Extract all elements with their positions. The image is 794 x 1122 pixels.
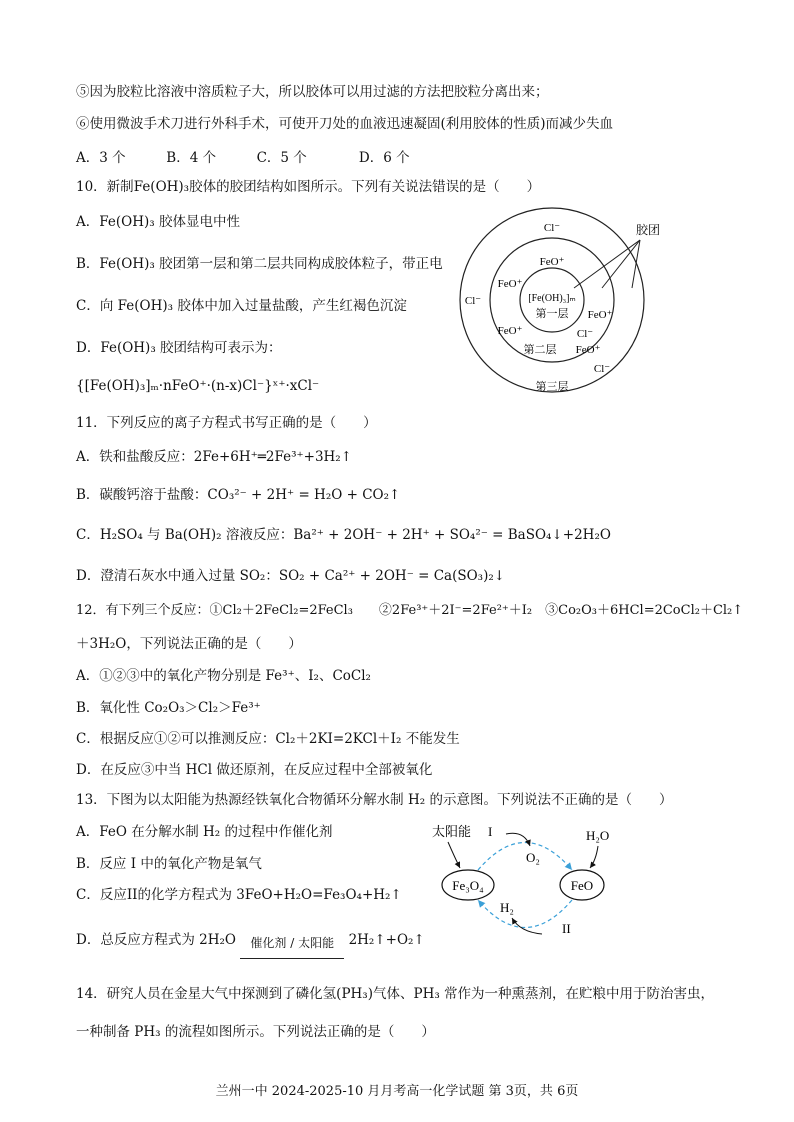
q11-option-d[interactable]: D．澄清石灰水中通入过量 SO₂：SO₂ + Ca²⁺ + 2OH⁻ = Ca(SO₃)₂↓ <box>76 568 506 584</box>
q12-stem-line2: ＋3H₂O，下列说法正确的是（ ） <box>76 636 302 652</box>
iron-oxide-cycle-diagram <box>420 820 630 945</box>
q13-stem: 13．下图为以太阳能为热源经铁氧化合物循环分解水制 H₂ 的示意图。下列说法不正确的是（ ） <box>76 792 673 808</box>
q11-option-a[interactable]: A．铁和盐酸反应：2Fe+6H⁺═2Fe³⁺+3H₂↑ <box>76 449 353 465</box>
core-formula: [Fe(OH)₃]ₘ <box>528 293 576 304</box>
layer3-label: 第三层 <box>535 381 569 393</box>
micelle-label: 胶团 <box>636 223 661 237</box>
q12-stem-line1: 12．有下列三个反应：①Cl₂＋2FeCl₂=2FeCl₃ ②2Fe³⁺＋2I⁻=2Fe²⁺＋I₂ ③Co₂O₃＋6HCl=2CoCl₂＋Cl₂↑ <box>76 603 744 618</box>
h2o-label: H₂O <box>586 828 610 843</box>
q11-option-c[interactable]: C．H₂SO₄ 与 Ba(OH)₂ 溶液反应：Ba²⁺ + 2OH⁻ + 2H⁺ + SO₄²⁻ = BaSO₄↓+2H₂O <box>76 527 611 543</box>
feo-label: FeO⁺ <box>497 325 523 337</box>
feo-label: FeO⁺ <box>587 309 613 321</box>
q9-item5: ⑤因为胶粒比溶液中溶质粒子大，所以胶体可以用过滤的方法把胶粒分离出来； <box>76 84 549 100</box>
q10-stem: 10．新制Fe(OH)₃胶体的胶团结构如图所示。下列有关说法错误的是（ ） <box>76 179 541 195</box>
sun-label: 太阳能 <box>432 824 472 839</box>
q14-stem-line1: 14．研究人员在金星大气中探测到了磷化氢(PH₃)气体、PH₃ 常作为一种熏蒸剂，在贮粮中用于防治害虫， <box>76 986 715 1002</box>
q11-stem: 11．下列反应的离子方程式书写正确的是（ ） <box>76 415 377 431</box>
feo-label: FeO⁺ <box>575 344 601 356</box>
q12-option-c[interactable]: C．根据反应①②可以推测反应：Cl₂＋2KI=2KCl＋I₂ 不能发生 <box>76 731 460 747</box>
page-footer: 兰州一中 2024-2025-10 月月考高一化学试题 第 3页，共 6页 <box>215 1084 579 1099</box>
q12-option-a[interactable]: A．①②③中的氧化产物分别是 Fe³⁺、I₂、CoCl₂ <box>76 668 371 684</box>
q14-stem-line2: 一种制备 PH₃ 的流程如图所示。下列说法正确的是（ ） <box>76 1024 435 1040</box>
fe3o4-label: Fe₃O₄ <box>452 878 484 893</box>
q9-option-b[interactable]: B．4 个 <box>166 150 217 166</box>
layer1-label: 第一层 <box>535 308 569 320</box>
feo-label: FeO⁺ <box>497 278 523 290</box>
q13-option-d[interactable]: D．总反应方程式为 2H₂O 催化剂 / 太阳能 2H₂↑+O₂↑ <box>76 930 425 950</box>
step1-label: I <box>488 824 493 839</box>
cl-label: Cl⁻ <box>593 363 611 375</box>
q13-option-a[interactable]: A．FeO 在分解水制 H₂ 的过程中作催化剂 <box>76 824 333 840</box>
q10-option-a[interactable]: A．Fe(OH)₃ 胶体显电中性 <box>76 214 240 230</box>
feo-label: FeO <box>570 878 594 893</box>
q10-option-b[interactable]: B．Fe(OH)₃ 胶团第一层和第二层共同构成胶体粒子，带正电 <box>76 256 443 272</box>
micelle-diagram <box>440 206 680 406</box>
q13-option-b[interactable]: B．反应 I 中的氧化产物是氧气 <box>76 856 262 872</box>
step2-label: II <box>562 921 571 936</box>
h2-label: H₂ <box>500 900 514 915</box>
q13-option-c[interactable]: C．反应II的化学方程式为 3FeO+H₂O=Fe₃O₄+H₂↑ <box>76 887 402 903</box>
cl-label: Cl⁻ <box>576 328 594 340</box>
q12-option-d[interactable]: D．在反应③中当 HCl 做还原剂，在反应过程中全部被氧化 <box>76 762 433 778</box>
o2-label: O₂ <box>526 850 540 865</box>
q10-option-c[interactable]: C．向 Fe(OH)₃ 胶体中加入过量盐酸，产生红褐色沉淀 <box>76 298 407 314</box>
q11-option-b[interactable]: B．碳酸钙溶于盐酸：CO₃²⁻ + 2H⁺ = H₂O + CO₂↑ <box>76 487 401 503</box>
q9-option-a[interactable]: A．3 个 <box>76 150 126 166</box>
q9-option-c[interactable]: C．5 个 <box>256 150 307 166</box>
q9-option-d[interactable]: D．6 个 <box>358 150 410 166</box>
q9-item6: ⑥使用微波手术刀进行外科手术，可使开刀处的血液迅速凝固(利用胶体的性质)而减少失血 <box>76 116 614 132</box>
cl-label: Cl⁻ <box>464 295 482 307</box>
layer2-label: 第二层 <box>523 344 557 356</box>
q12-option-b[interactable]: B．氧化性 Co₂O₃＞Cl₂＞Fe³⁺ <box>76 700 261 716</box>
feo-label: FeO⁺ <box>539 256 565 268</box>
reaction-condition: 催化剂 / 太阳能 <box>240 949 344 950</box>
cl-label: Cl⁻ <box>543 222 561 234</box>
q10-micelle-formula: {[Fe(OH)₃]ₘ·nFeO⁺·(n-x)Cl⁻}ˣ⁺·xCl⁻ <box>76 378 320 394</box>
q9-options <box>76 146 410 166</box>
q10-option-d[interactable]: D．Fe(OH)₃ 胶团结构可表示为： <box>76 340 282 356</box>
